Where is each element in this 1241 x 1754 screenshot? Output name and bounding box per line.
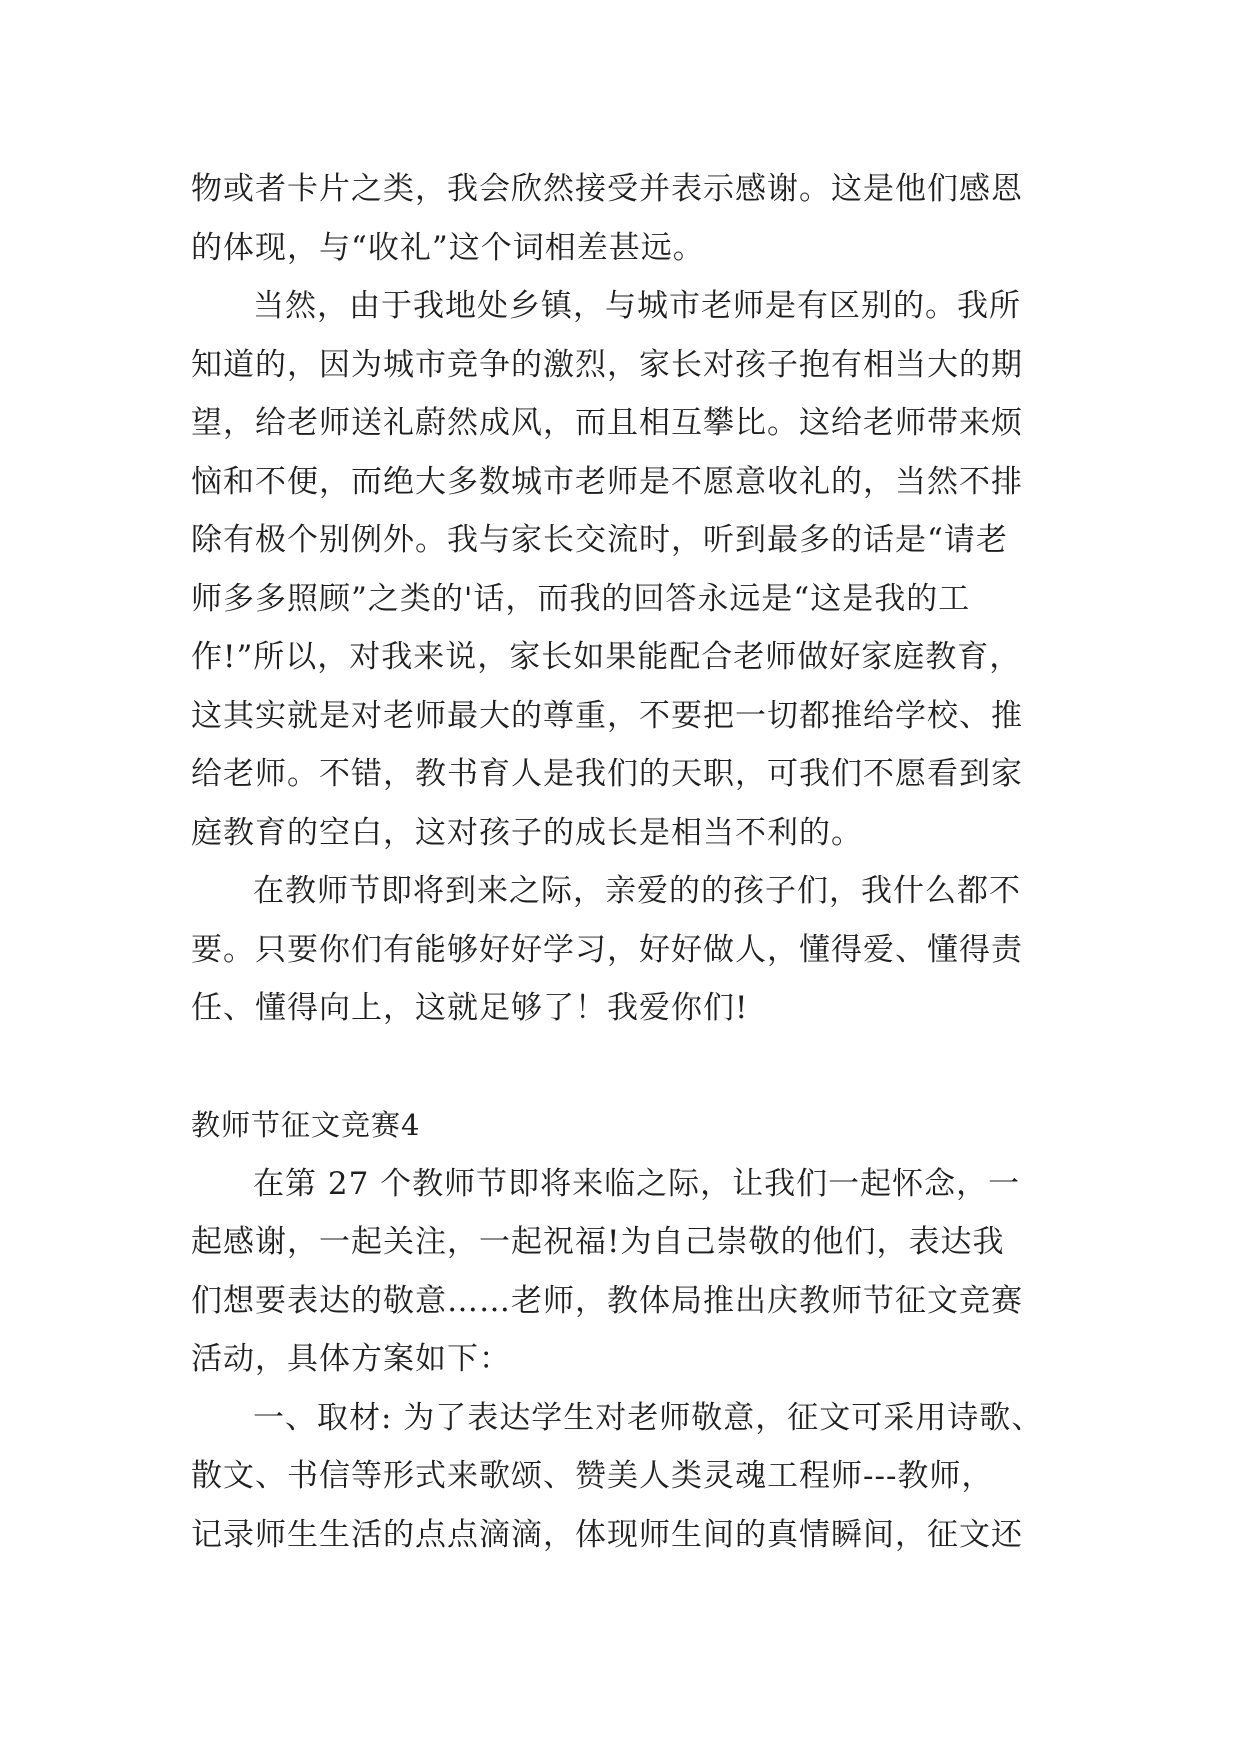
text-line: 除有极个别例外。我与家长交流时，听到最多的话是“请老 — [191, 522, 1008, 558]
paragraph-gratitude — [191, 160, 1061, 277]
section-spacer — [191, 1038, 1061, 1097]
text-line: 的体现，与“收礼”这个词相差甚远。 — [191, 229, 705, 266]
section-title: 教师节征文竞赛4 — [191, 1108, 421, 1142]
text-line: 要。只要你们有能够好好学习，好好做人，懂得爱、懂得责 — [191, 931, 1023, 968]
text-line: 散文、书信等形式来歌颂、赞美人类灵魂工程师---教师， — [191, 1458, 994, 1494]
paragraph-closing-wishes — [191, 862, 1061, 1038]
text-line: 任、懂得向上，这就足够了！我爱你们! — [191, 990, 749, 1026]
text-line: 这其实就是对老师最大的尊重，不要把一切都推给学校、推 — [191, 697, 1023, 734]
paragraph-urban-teachers — [191, 277, 1061, 862]
text-line: 一、取材: 为了表达学生对老师敬意，征文可采用诗歌、 — [253, 1399, 1044, 1436]
text-line: 作!”所以，对我来说，家长如果能配合老师做好家庭教育， — [191, 639, 1022, 675]
text-line: 望，给老师送礼蔚然成风，而且相互攀比。这给老师带来烦 — [191, 405, 1023, 441]
text-line: 们想要表达的敬意……老师，教体局推出庆教师节征文竞赛 — [191, 1282, 1023, 1319]
text-line: 师多多照顾”之类的'话，而我的回答永远是“这是我的工 — [191, 580, 971, 617]
text-line: 恼和不便，而绝大多数城市老师是不愿意收礼的，当然不排 — [191, 463, 1023, 500]
text-line: 庭教育的空白，这对孩子的成长是相当不利的。 — [191, 814, 863, 851]
text-line: 活动，具体方案如下： — [191, 1341, 511, 1377]
text-line: 在教师节即将到来之际，亲爱的的孩子们，我什么都不 — [253, 873, 1021, 909]
text-line: 给老师。不错，教书育人是我们的天职，可我们不愿看到家 — [191, 756, 1023, 792]
text-line: 物或者卡片之类，我会欣然接受并表示感谢。这是他们感恩 — [191, 171, 1023, 207]
text-line: 知道的，因为城市竞争的激烈，家长对孩子抱有相当大的期 — [191, 346, 1023, 383]
paragraph-contest-intro — [191, 1155, 1061, 1389]
text-line: 记录师生生活的点点滴滴，体现师生间的真情瞬间，征文还 — [191, 1516, 1023, 1553]
text-line: 在第 27 个教师节即将来临之际，让我们一起怀念，一 — [253, 1165, 1021, 1202]
paragraph-contest-topic — [191, 1389, 1061, 1565]
text-line: 起感谢，一起关注，一起祝福!为自己崇敬的他们，表达我 — [191, 1224, 1005, 1260]
document-body — [191, 160, 1061, 1564]
text-line: 当然，由于我地处乡镇，与城市老师是有区别的。我所 — [253, 288, 1021, 324]
